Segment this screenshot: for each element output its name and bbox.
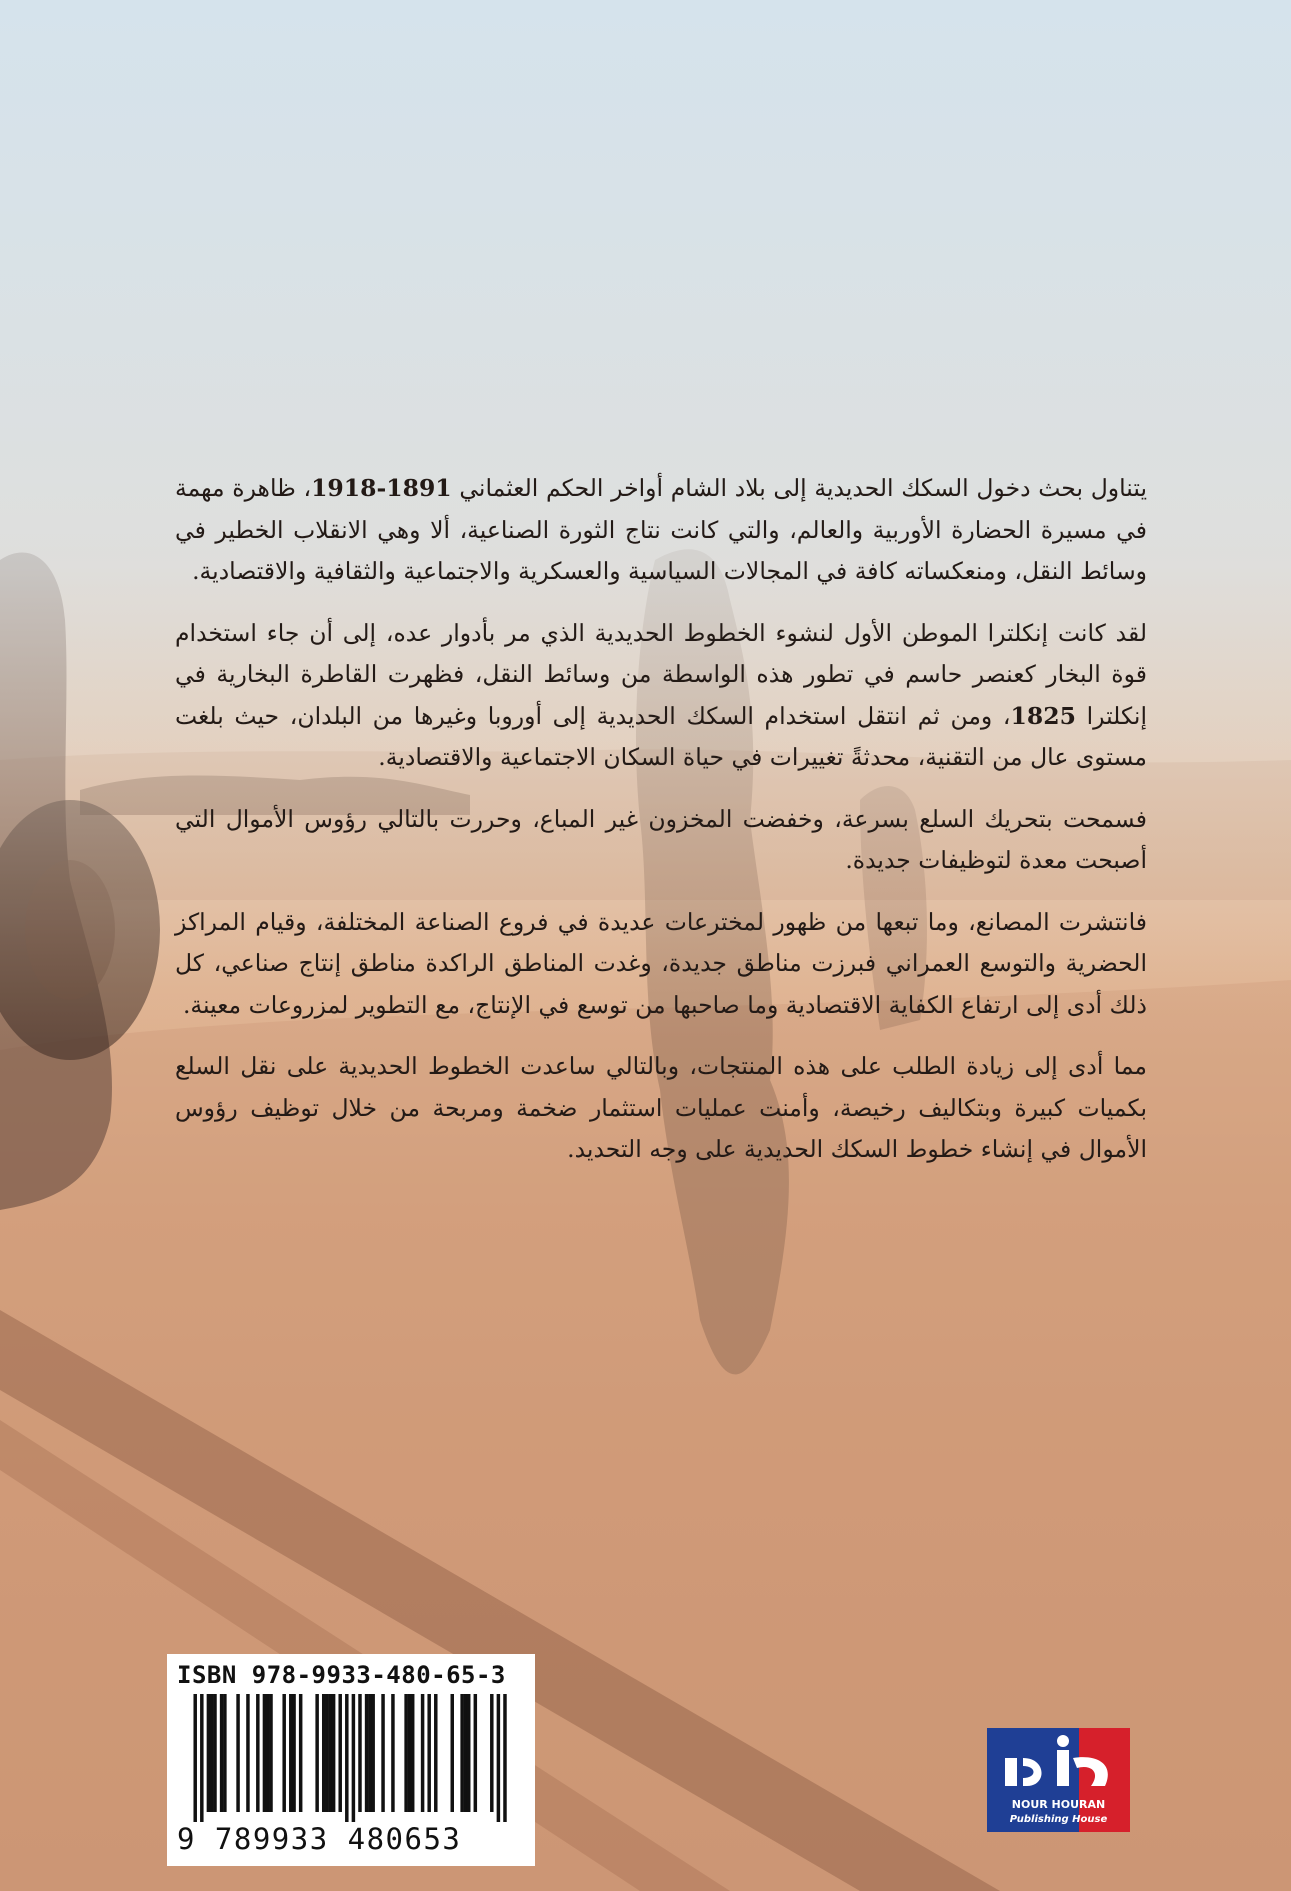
barcode-bar: [213, 1694, 216, 1812]
barcode-bar: [371, 1694, 374, 1812]
barcode-bar: [451, 1694, 454, 1812]
barcode-bar: [460, 1694, 463, 1812]
barcode-bar: [315, 1694, 318, 1812]
paragraph-4: فانتشرت المصانع، وما تبعها من ظهور لمخترعات عديدة في فروع الصناعة المختلفة، وقيام المراكز الحضرية والتوسع العمراني فبرزت مناطق جديدة، وغدت المناطق الراكدة مناطق إنتاج صناعي، كل ذلك أدى إلى ارتفاع الكفاية الاقتصادية وما صاحبها من توسع في الإنتاج، مع التطوير لمزروعات معينة.: [175, 907, 1147, 1019]
barcode-bar: [381, 1694, 384, 1812]
barcode-bar: [408, 1694, 411, 1812]
barcode-bar: [193, 1694, 196, 1822]
barcode-bar: [266, 1694, 269, 1812]
barcode-bar: [358, 1694, 361, 1812]
barcode-bar: [421, 1694, 424, 1812]
barcode-bar: [263, 1694, 266, 1812]
barcode-bar: [411, 1694, 414, 1812]
barcode-bar: [269, 1694, 272, 1812]
barcode-bar: [289, 1694, 292, 1812]
barcode-bar: [223, 1694, 226, 1812]
isbn-barcode: [167, 1654, 535, 1866]
barcode-bar: [220, 1694, 223, 1812]
barcode-bar: [207, 1694, 210, 1812]
barcode-bar: [391, 1694, 394, 1812]
barcode-bar: [282, 1694, 285, 1812]
paragraph-3: فسمحت بتحريك السلع بسرعة، وخفضت المخزون غير المباع، وحررت بالتالي رؤوس الأموال التي أصبحت معدة لتوظيفات جديدة.: [175, 804, 1147, 874]
publisher-name: NOUR HOURAN: [1011, 1798, 1106, 1811]
barcode-bar: [322, 1694, 325, 1812]
barcode-bar: [497, 1694, 500, 1822]
barcode-bar: [345, 1694, 348, 1822]
barcode-bar: [210, 1694, 213, 1812]
barcode-bar: [467, 1694, 470, 1812]
paragraph-5: مما أدى إلى زيادة الطلب على هذه المنتجات، وبالتالي ساعدت الخطوط الحديدية على نقل السلع بكميات كبيرة وبتكاليف رخيصة، وأمنت عمليات استثمار ضخمة ومربحة من خلال توظيف رؤوس الأموال في إنشاء خطوط السكك الحديدية على وجه التحديد.: [175, 1052, 1147, 1163]
barcode-bar: [332, 1694, 335, 1812]
barcode-bar: [299, 1694, 302, 1812]
barcode-bar: [404, 1694, 407, 1812]
barcode-bar: [256, 1694, 259, 1812]
barcode-bar: [503, 1694, 506, 1822]
back-cover-text: [175, 468, 1147, 1191]
barcode-bar: [329, 1694, 332, 1812]
barcode-bar: [474, 1694, 477, 1812]
barcode-bar: [427, 1694, 430, 1812]
publisher-logo: [987, 1728, 1130, 1832]
paragraph-1: يتناول بحث دخول السكك الحديدية إلى بلاد الشام أواخر الحكم العثماني 1891-1918، ظاهرة مهمة في مسيرة الحضارة الأوربية والعالم، والتي كانت نتاج الثورة الصناعية، ألا وهي الانقلاب الخطير في وسائط النقل، ومنعكساته كافة في المجالات السياسية والعسكرية والاجتماعية والثقافية والاقتصادية.: [175, 474, 1147, 585]
barcode-bar: [200, 1694, 203, 1822]
isbn-label: ISBN 978-9933-480-65-3: [177, 1661, 506, 1689]
barcode-bar: [325, 1694, 328, 1812]
barcode-bars: [177, 1694, 523, 1822]
barcode-bar: [368, 1694, 371, 1812]
barcode-bar: [338, 1694, 341, 1812]
barcode-digits: 9 789933 480653: [177, 1822, 462, 1856]
barcode-bar: [236, 1694, 239, 1812]
barcode-bar: [490, 1694, 493, 1812]
barcode-bar: [365, 1694, 368, 1812]
paragraph-2: لقد كانت إنكلترا الموطن الأول لنشوء الخطوط الحديدية الذي مر بأدوار عده، إلى أن جاء استخدام قوة البخار كعنصر حاسم في تطور هذه الواسطة من وسائط النقل، فظهرت القاطرة البخارية في إنكلترا 1825، ومن ثم انتقل استخدام السكك الحديدية إلى أوروبا وغيرها من البلدان، حيث بلغت مستوى عال من التقنية، محدثةً تغييرات في حياة السكان الاجتماعية والاقتصادية.: [175, 618, 1147, 771]
barcode-bar: [352, 1694, 355, 1822]
barcode-bar: [464, 1694, 467, 1812]
barcode-bar: [292, 1694, 295, 1812]
publisher-subtitle: Publishing House: [1009, 1814, 1108, 1825]
barcode-bar: [246, 1694, 249, 1812]
barcode-bar: [434, 1694, 437, 1812]
